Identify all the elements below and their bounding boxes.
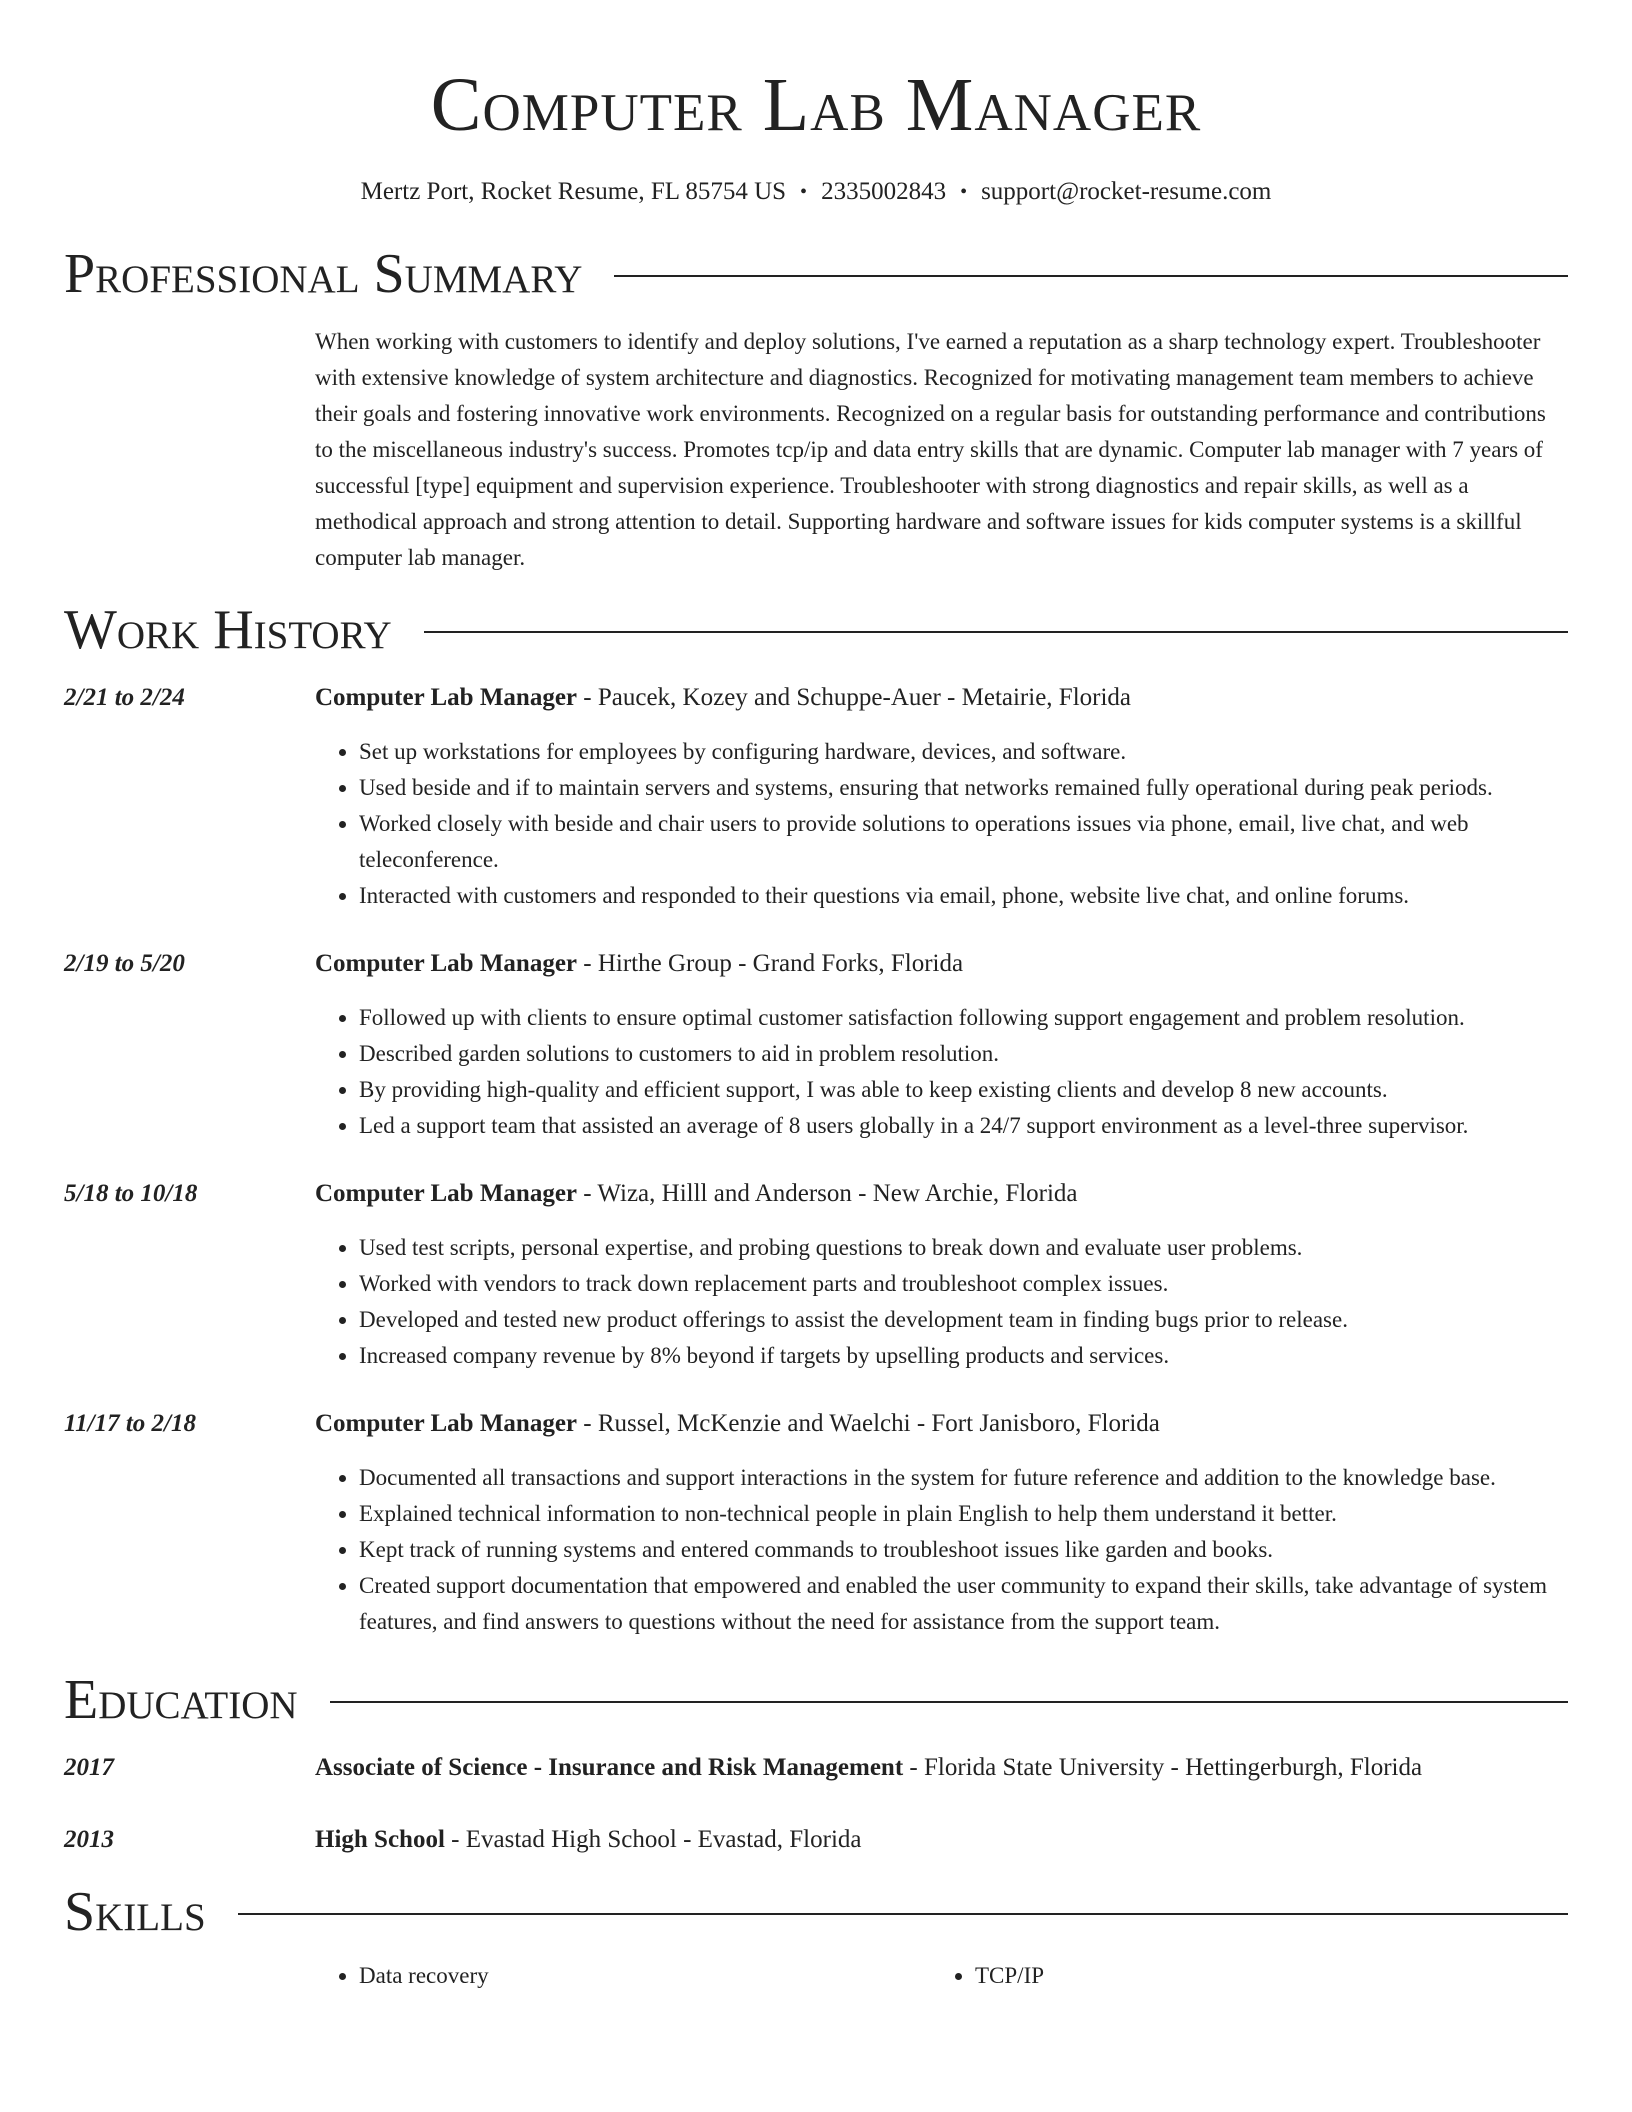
- job-heading: [315, 1176, 1568, 1212]
- education-section: [64, 1668, 1568, 1858]
- job-body: [315, 946, 1568, 1144]
- job-bullet: • Kept track of running systems and entered commands to troubleshoot issues like garden and books.: [359, 1532, 1568, 1568]
- job-heading: [315, 946, 1568, 982]
- contact-separator: •: [800, 181, 808, 203]
- job-dates: 2/21 to 2/24: [64, 684, 185, 711]
- job-details: - Hirthe Group - Grand Forks, Florida: [577, 950, 964, 977]
- job-heading: [315, 680, 1568, 716]
- skills-section: [64, 1880, 1568, 1994]
- job-bullets: [315, 734, 1568, 914]
- summary-title: Professional Summary: [64, 243, 583, 305]
- job-entry: [64, 680, 1568, 914]
- job-role: Computer Lab Manager: [315, 1180, 578, 1207]
- job-bullet: • Described garden solutions to customers to aid in problem resolution.: [359, 1036, 1568, 1072]
- job-role: Computer Lab Manager: [315, 950, 578, 977]
- job-bullet: • Followed up with clients to ensure optimal customer satisfaction following support engagement and problem resolution.: [359, 1000, 1568, 1036]
- job-entry: [64, 1176, 1568, 1374]
- education-degree: High School: [315, 1826, 445, 1853]
- contact-email: support@rocket-resume.com: [981, 178, 1272, 205]
- job-body: [315, 1406, 1568, 1640]
- contact-separator: •: [960, 181, 968, 203]
- job-bullets: [315, 1460, 1568, 1640]
- job-details: - Russel, McKenzie and Waelchi - Fort Janisboro, Florida: [577, 1410, 1160, 1437]
- skills-column-left: [315, 1958, 931, 1994]
- resume-name: Computer Lab Manager: [430, 63, 1202, 147]
- job-bullet: • Used test scripts, personal expertise, and probing questions to break down and evaluate user problems.: [359, 1230, 1568, 1266]
- education-header: [64, 1668, 1568, 1732]
- education-details: - Florida State University - Hettingerburgh, Florida: [903, 1754, 1423, 1781]
- work-header: [64, 598, 1568, 662]
- skills-header: [64, 1880, 1568, 1944]
- job-entry: [64, 1406, 1568, 1640]
- job-body: [315, 1176, 1568, 1374]
- contact-address: Mertz Port, Rocket Resume, FL 85754 US: [360, 178, 787, 205]
- summary-section: [64, 242, 1568, 576]
- section-divider: [614, 275, 1568, 277]
- skills-column-right: [931, 1958, 1547, 1994]
- job-bullet: • Worked closely with beside and chair users to provide solutions to operations issues via phone, email, live chat, and web teleconference.: [359, 806, 1568, 878]
- job-body: [315, 680, 1568, 914]
- job-bullet: • Interacted with customers and responded to their questions via email, phone, website live chat, and online forums.: [359, 878, 1568, 914]
- skills-list: [315, 1958, 1568, 1994]
- job-bullet: • Used beside and if to maintain servers and systems, ensuring that networks remained fully operational during peak periods.: [359, 770, 1568, 806]
- job-bullet: • Led a support team that assisted an average of 8 users globally in a 24/7 support environment as a level-three supervisor.: [359, 1108, 1568, 1144]
- section-divider: [238, 1913, 1568, 1915]
- education-year: 2013: [64, 1826, 114, 1853]
- job-role: Computer Lab Manager: [315, 1410, 578, 1437]
- work-section: [64, 598, 1568, 1640]
- job-details: - Wiza, Hilll and Anderson - New Archie, Florida: [577, 1180, 1078, 1207]
- job-dates: 11/17 to 2/18: [64, 1410, 196, 1437]
- job-role: Computer Lab Manager: [315, 684, 578, 711]
- job-entry: [64, 946, 1568, 1144]
- job-bullets: [315, 1000, 1568, 1144]
- education-details: - Evastad High School - Evastad, Florida: [444, 1826, 862, 1853]
- skills-title: Skills: [64, 1881, 206, 1943]
- education-entry: [64, 1822, 1568, 1858]
- education-heading: [315, 1750, 1568, 1786]
- education-degree: Associate of Science - Insurance and Risk Management: [315, 1754, 904, 1781]
- job-bullets: [315, 1230, 1568, 1374]
- job-bullet: • Explained technical information to non-technical people in plain English to help them understand it better.: [359, 1496, 1568, 1532]
- job-bullet: • Set up workstations for employees by configuring hardware, devices, and software.: [359, 734, 1568, 770]
- education-heading: [315, 1822, 1568, 1858]
- summary-header: [64, 242, 1568, 306]
- education-entry: [64, 1750, 1568, 1786]
- work-title: Work History: [64, 599, 392, 661]
- contact-phone: 2335002843: [821, 178, 947, 205]
- section-divider: [330, 1701, 1568, 1703]
- education-year: 2017: [64, 1754, 114, 1781]
- section-divider: [424, 631, 1568, 633]
- job-dates: 2/19 to 5/20: [64, 950, 185, 977]
- skill-item: • TCP/IP: [975, 1958, 1547, 1994]
- job-dates: 5/18 to 10/18: [64, 1180, 198, 1207]
- job-bullet: • Created support documentation that empowered and enabled the user community to expand their skills, take advantage of system features, and find answers to questions without the need for assistance from the support team.: [359, 1568, 1568, 1640]
- education-body: [315, 1750, 1568, 1786]
- skill-item: • Data recovery: [359, 1958, 931, 1994]
- job-bullet: • Worked with vendors to track down replacement parts and troubleshoot complex issues.: [359, 1266, 1568, 1302]
- education-title: Education: [64, 1669, 298, 1731]
- job-bullet: • Developed and tested new product offerings to assist the development team in finding bugs prior to release.: [359, 1302, 1568, 1338]
- summary-text: When working with customers to identify and deploy solutions, I've earned a reputation as a sharp technology expert. Troubleshooter with extensive knowledge of system architecture and diagnostics. Recognized for motivating management team members to achieve their goals and fostering innovative work environments. Recognized on a regular basis for outstanding performance and contributions to the miscellaneous industry's success. Promotes tcp/ip and data entry skills that are dynamic. Computer lab manager with 7 years of successful [type] equipment and supervision experience. Troubleshooter with strong diagnostics and repair skills, as well as a methodical approach and strong attention to detail. Supporting hardware and software issues for kids computer systems is a skillful computer lab manager.: [315, 329, 1546, 570]
- contact-line: [64, 176, 1568, 208]
- job-heading: [315, 1406, 1568, 1442]
- resume-page: [64, 0, 1568, 1994]
- job-bullet: • By providing high-quality and efficient support, I was able to keep existing clients and develop 8 new accounts.: [359, 1072, 1568, 1108]
- job-bullet: • Increased company revenue by 8% beyond if targets by upselling products and services.: [359, 1338, 1568, 1374]
- education-body: [315, 1822, 1568, 1858]
- job-details: - Paucek, Kozey and Schuppe-Auer - Metairie, Florida: [577, 684, 1132, 711]
- job-bullet: • Documented all transactions and support interactions in the system for future reference and addition to the knowledge base.: [359, 1460, 1568, 1496]
